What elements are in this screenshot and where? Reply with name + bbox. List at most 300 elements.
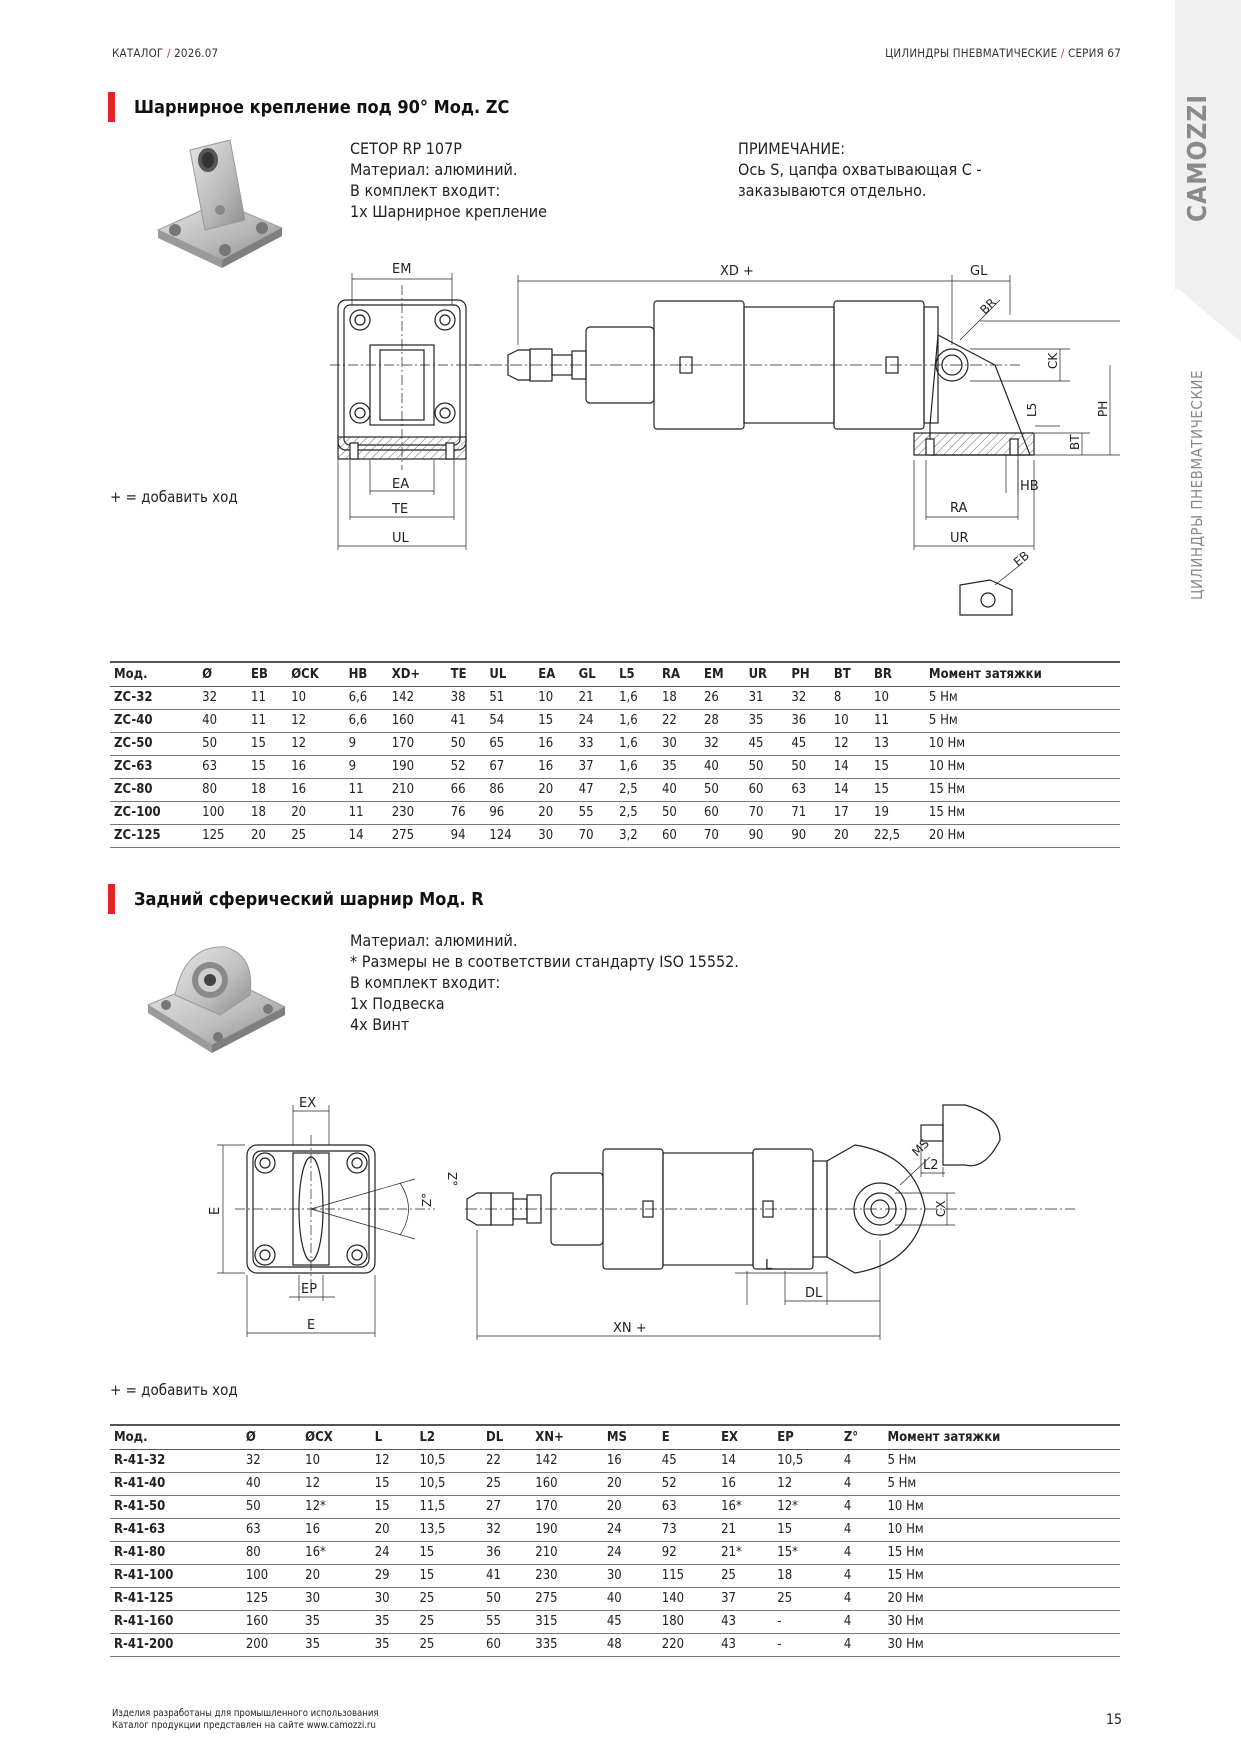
table-header-row bbox=[110, 662, 1120, 686]
table-cell: 142 bbox=[388, 686, 447, 709]
table-cell: 115 bbox=[658, 1564, 717, 1587]
table-cell: 4 bbox=[840, 1587, 884, 1610]
table-cell: 21 bbox=[717, 1518, 773, 1541]
column-header: ØCX bbox=[301, 1425, 371, 1449]
dim-te: TE bbox=[392, 502, 409, 517]
plus-stroke-note: + = добавить ход bbox=[110, 488, 238, 506]
table-cell: 94 bbox=[447, 824, 486, 847]
table-cell: R-41-200 bbox=[110, 1633, 242, 1656]
table-cell: 18 bbox=[773, 1564, 840, 1587]
table-row bbox=[110, 732, 1120, 755]
table-cell: 60 bbox=[700, 801, 745, 824]
table-cell: 27 bbox=[482, 1495, 531, 1518]
table-cell: 18 bbox=[247, 801, 287, 824]
table-cell: 275 bbox=[388, 824, 447, 847]
table-cell: 20 bbox=[830, 824, 870, 847]
table-cell: 10,5 bbox=[415, 1449, 482, 1472]
table-cell: 2,5 bbox=[615, 801, 658, 824]
dim-l: L bbox=[765, 1258, 773, 1273]
table-cell: 1,6 bbox=[615, 755, 658, 778]
column-header: Ø bbox=[198, 662, 247, 686]
table-cell: 14 bbox=[717, 1449, 773, 1472]
table-cell: 170 bbox=[531, 1495, 603, 1518]
table-cell: 20 bbox=[534, 778, 574, 801]
table-cell: 20 bbox=[247, 824, 287, 847]
table-cell: 20 bbox=[603, 1472, 658, 1495]
table-cell: 10 Нм bbox=[925, 732, 1120, 755]
table-cell: 35 bbox=[371, 1610, 416, 1633]
column-header: EB bbox=[247, 662, 287, 686]
table-cell: 170 bbox=[388, 732, 447, 755]
table-cell: 37 bbox=[717, 1587, 773, 1610]
table-cell: 230 bbox=[531, 1564, 603, 1587]
column-header: EP bbox=[773, 1425, 840, 1449]
table-cell: 45 bbox=[787, 732, 830, 755]
table-cell: 2,5 bbox=[615, 778, 658, 801]
zc-technical-drawing bbox=[330, 245, 1130, 625]
table-cell: 45 bbox=[603, 1610, 658, 1633]
table-cell: ZC-63 bbox=[110, 755, 198, 778]
table-cell: 4 bbox=[840, 1518, 884, 1541]
table-cell: 12 bbox=[287, 732, 344, 755]
table-cell: 51 bbox=[485, 686, 534, 709]
table-cell: 17 bbox=[830, 801, 870, 824]
table-cell: 125 bbox=[242, 1587, 301, 1610]
table-cell: 63 bbox=[242, 1518, 301, 1541]
dim-gl: GL bbox=[970, 264, 988, 279]
table-cell: 45 bbox=[658, 1449, 717, 1472]
table-cell: 12 bbox=[371, 1449, 416, 1472]
column-header: BT bbox=[830, 662, 870, 686]
page-number: 15 bbox=[1106, 1712, 1123, 1728]
table-cell: 12 bbox=[773, 1472, 840, 1495]
table-cell: 36 bbox=[787, 709, 830, 732]
table-cell: R-41-40 bbox=[110, 1472, 242, 1495]
table-cell: 63 bbox=[787, 778, 830, 801]
table-cell: R-41-50 bbox=[110, 1495, 242, 1518]
table-cell: 15 bbox=[870, 778, 925, 801]
table-cell: 30 bbox=[371, 1587, 416, 1610]
category-label: ЦИЛИНДРЫ ПНЕВМАТИЧЕСКИЕ bbox=[885, 46, 1058, 60]
table-cell: 25 bbox=[717, 1564, 773, 1587]
table-cell: 160 bbox=[388, 709, 447, 732]
column-header: XD+ bbox=[388, 662, 447, 686]
table-cell: 4 bbox=[840, 1633, 884, 1656]
column-header: Мод. bbox=[110, 1425, 242, 1449]
column-header: PH bbox=[787, 662, 830, 686]
table-cell: 4 bbox=[840, 1449, 884, 1472]
table-cell: 14 bbox=[830, 755, 870, 778]
table-cell: 30 bbox=[603, 1564, 658, 1587]
table-cell: 47 bbox=[575, 778, 615, 801]
table-cell: 15 bbox=[371, 1495, 416, 1518]
table-cell: 43 bbox=[717, 1633, 773, 1656]
table-cell: 10 Нм bbox=[925, 755, 1120, 778]
table-cell: 12* bbox=[773, 1495, 840, 1518]
table-cell: 25 bbox=[773, 1587, 840, 1610]
table-cell: 15 bbox=[773, 1518, 840, 1541]
table-cell: 160 bbox=[242, 1610, 301, 1633]
table-cell: 32 bbox=[787, 686, 830, 709]
table-cell: 16 bbox=[603, 1449, 658, 1472]
table-cell: 1,6 bbox=[615, 686, 658, 709]
table-cell: ZC-125 bbox=[110, 824, 198, 847]
column-header: HB bbox=[345, 662, 388, 686]
column-header: Мод. bbox=[110, 662, 198, 686]
table-cell: 160 bbox=[531, 1472, 603, 1495]
table-cell: 210 bbox=[531, 1541, 603, 1564]
dim-ms: MS bbox=[909, 1136, 932, 1160]
table-cell: 275 bbox=[531, 1587, 603, 1610]
column-header: TE bbox=[447, 662, 486, 686]
dim-br: BR bbox=[977, 295, 999, 318]
table-cell: 20 bbox=[287, 801, 344, 824]
table-cell: 15 Нм bbox=[883, 1564, 1120, 1587]
dim-e-bottom: E bbox=[307, 1318, 316, 1333]
table-cell: 66 bbox=[447, 778, 486, 801]
table-row bbox=[110, 824, 1120, 847]
table-cell: 5 Нм bbox=[925, 709, 1120, 732]
table-cell: ZC-80 bbox=[110, 778, 198, 801]
table-cell: 45 bbox=[745, 732, 788, 755]
table-cell: 71 bbox=[787, 801, 830, 824]
table-cell: 40 bbox=[198, 709, 247, 732]
table-cell: 33 bbox=[575, 732, 615, 755]
table-cell: 16 bbox=[717, 1472, 773, 1495]
table-cell: 142 bbox=[531, 1449, 603, 1472]
table-cell: 52 bbox=[447, 755, 486, 778]
table-cell: 60 bbox=[745, 778, 788, 801]
table-cell: 22 bbox=[482, 1449, 531, 1472]
column-header: E bbox=[658, 1425, 717, 1449]
table-cell: 41 bbox=[447, 709, 486, 732]
column-header: EX bbox=[717, 1425, 773, 1449]
table-cell: 20 bbox=[534, 801, 574, 824]
table-row bbox=[110, 1564, 1120, 1587]
dim-ck: CK bbox=[1046, 352, 1060, 369]
table-cell: 10 bbox=[830, 709, 870, 732]
table-row bbox=[110, 1449, 1120, 1472]
table-cell: 20 bbox=[371, 1518, 416, 1541]
table-cell: 24 bbox=[603, 1541, 658, 1564]
table-cell: 11 bbox=[247, 709, 287, 732]
table-cell: 230 bbox=[388, 801, 447, 824]
dim-em: EM bbox=[392, 262, 412, 277]
brand-logo: CAMOZZI bbox=[1183, 93, 1213, 222]
table-cell: 60 bbox=[658, 824, 700, 847]
table-cell: 40 bbox=[603, 1587, 658, 1610]
dim-bt: BT bbox=[1068, 434, 1082, 450]
table-cell: 12 bbox=[287, 709, 344, 732]
table-cell: 11,5 bbox=[415, 1495, 482, 1518]
table-cell: 10 bbox=[301, 1449, 371, 1472]
table-cell: 15 bbox=[247, 755, 287, 778]
table-cell: 3,2 bbox=[615, 824, 658, 847]
table-cell: 11 bbox=[345, 801, 388, 824]
table-cell: 80 bbox=[242, 1541, 301, 1564]
table-cell: 15 Нм bbox=[925, 801, 1120, 824]
table-cell: 12* bbox=[301, 1495, 371, 1518]
table-header-row bbox=[110, 1425, 1120, 1449]
series-label: СЕРИЯ 67 bbox=[1068, 46, 1121, 60]
r-product-photo bbox=[140, 935, 290, 1065]
table-cell: 90 bbox=[787, 824, 830, 847]
dim-l5: L5 bbox=[1025, 402, 1039, 417]
column-header: XN+ bbox=[531, 1425, 603, 1449]
column-header: Момент затяжки bbox=[883, 1425, 1120, 1449]
table-cell: - bbox=[773, 1610, 840, 1633]
dim-ea: EA bbox=[392, 477, 410, 492]
table-cell: 10 bbox=[287, 686, 344, 709]
table-cell: 50 bbox=[658, 801, 700, 824]
table-cell: 80 bbox=[198, 778, 247, 801]
zc-description: CETOP RP 107P Материал: алюминий. В комплект входит: 1x Шарнирное крепление bbox=[350, 139, 547, 221]
table-cell: ZC-40 bbox=[110, 709, 198, 732]
table-cell: 28 bbox=[700, 709, 745, 732]
table-cell: 60 bbox=[482, 1633, 531, 1656]
table-cell: 30 bbox=[534, 824, 574, 847]
table-cell: 315 bbox=[531, 1610, 603, 1633]
table-cell: 15 Нм bbox=[925, 778, 1120, 801]
column-header: MS bbox=[603, 1425, 658, 1449]
table-cell: 15 bbox=[870, 755, 925, 778]
table-cell: 20 Нм bbox=[925, 824, 1120, 847]
table-cell: 15 bbox=[371, 1472, 416, 1495]
table-cell: 1,6 bbox=[615, 732, 658, 755]
table-cell: 20 Нм bbox=[883, 1587, 1120, 1610]
table-cell: 10,5 bbox=[773, 1449, 840, 1472]
table-cell: - bbox=[773, 1633, 840, 1656]
table-cell: 8 bbox=[830, 686, 870, 709]
header-left bbox=[112, 46, 218, 60]
dim-ph: PH bbox=[1096, 400, 1110, 417]
table-cell: 13,5 bbox=[415, 1518, 482, 1541]
table-cell: R-41-100 bbox=[110, 1564, 242, 1587]
table-row bbox=[110, 686, 1120, 709]
table-cell: 50 bbox=[198, 732, 247, 755]
table-cell: 25 bbox=[415, 1610, 482, 1633]
table-cell: R-41-63 bbox=[110, 1518, 242, 1541]
dim-z-1: Z° bbox=[420, 1192, 434, 1207]
table-cell: 29 bbox=[371, 1564, 416, 1587]
table-cell: 4 bbox=[840, 1541, 884, 1564]
table-cell: 15 bbox=[534, 709, 574, 732]
table-cell: R-41-80 bbox=[110, 1541, 242, 1564]
table-cell: 40 bbox=[658, 778, 700, 801]
zc-remark: ПРИМЕЧАНИЕ: Ось S, цапфа охватывающая C - заказываются отдельно. bbox=[738, 139, 982, 200]
section-marker bbox=[108, 92, 115, 122]
header-right bbox=[885, 46, 1121, 60]
dim-ra: RA bbox=[950, 501, 968, 516]
table-cell: 63 bbox=[198, 755, 247, 778]
table-cell: 30 bbox=[301, 1587, 371, 1610]
catalog-label: КАТАЛОГ bbox=[112, 46, 164, 60]
table-cell: 10 Нм bbox=[883, 1495, 1120, 1518]
table-cell: 92 bbox=[658, 1541, 717, 1564]
side-strip-fold bbox=[1175, 286, 1241, 342]
table-row bbox=[110, 1495, 1120, 1518]
table-cell: 31 bbox=[745, 686, 788, 709]
table-cell: 35 bbox=[301, 1610, 371, 1633]
table-cell: 14 bbox=[830, 778, 870, 801]
table-cell: 25 bbox=[415, 1587, 482, 1610]
zc-product-photo bbox=[150, 130, 290, 280]
header-separator: / bbox=[1060, 46, 1065, 60]
side-category: ЦИЛИНДРЫ ПНЕВМАТИЧЕСКИЕ bbox=[1188, 369, 1206, 600]
column-header: UL bbox=[485, 662, 534, 686]
table-cell: 24 bbox=[371, 1541, 416, 1564]
column-header: EM bbox=[700, 662, 745, 686]
table-cell: 15 Нм bbox=[883, 1541, 1120, 1564]
table-row bbox=[110, 755, 1120, 778]
table-cell: 43 bbox=[717, 1610, 773, 1633]
table-cell: 180 bbox=[658, 1610, 717, 1633]
footer-line: Каталог продукции представлен на сайте www.camozzi.ru bbox=[112, 1720, 376, 1731]
table-cell: 50 bbox=[700, 778, 745, 801]
table-row bbox=[110, 1541, 1120, 1564]
column-header: EA bbox=[534, 662, 574, 686]
table-cell: 73 bbox=[658, 1518, 717, 1541]
dim-ex: EX bbox=[299, 1096, 317, 1111]
table-cell: 21 bbox=[575, 686, 615, 709]
section-marker bbox=[108, 884, 115, 914]
table-cell: 11 bbox=[247, 686, 287, 709]
table-cell: 10 bbox=[870, 686, 925, 709]
dim-ul: UL bbox=[392, 531, 409, 546]
table-cell: 19 bbox=[870, 801, 925, 824]
table-cell: 65 bbox=[485, 732, 534, 755]
table-cell: 18 bbox=[658, 686, 700, 709]
table-cell: 70 bbox=[575, 824, 615, 847]
dim-ur: UR bbox=[950, 531, 969, 546]
dim-xd: XD + bbox=[720, 264, 754, 279]
table-row bbox=[110, 1587, 1120, 1610]
table-cell: 54 bbox=[485, 709, 534, 732]
table-cell: 24 bbox=[603, 1518, 658, 1541]
column-header: L bbox=[371, 1425, 416, 1449]
table-cell: 16 bbox=[534, 732, 574, 755]
table-cell: 5 Нм bbox=[883, 1472, 1120, 1495]
table-cell: 52 bbox=[658, 1472, 717, 1495]
table-cell: 86 bbox=[485, 778, 534, 801]
table-cell: 30 Нм bbox=[883, 1633, 1120, 1656]
table-cell: 12 bbox=[830, 732, 870, 755]
table-cell: 16* bbox=[301, 1541, 371, 1564]
table-cell: 11 bbox=[870, 709, 925, 732]
column-header: DL bbox=[482, 1425, 531, 1449]
table-cell: 10 Нм bbox=[883, 1518, 1120, 1541]
table-cell: R-41-160 bbox=[110, 1610, 242, 1633]
column-header: GL bbox=[575, 662, 615, 686]
column-header: Z° bbox=[840, 1425, 884, 1449]
table-cell: 30 bbox=[658, 732, 700, 755]
table-cell: 125 bbox=[198, 824, 247, 847]
table-cell: 6,6 bbox=[345, 709, 388, 732]
catalog-date: 2026.07 bbox=[174, 46, 219, 60]
table-cell: 5 Нм bbox=[925, 686, 1120, 709]
table-cell: ZC-100 bbox=[110, 801, 198, 824]
table-cell: 70 bbox=[745, 801, 788, 824]
column-header: L5 bbox=[615, 662, 658, 686]
dim-z-2: Z° bbox=[445, 1172, 459, 1187]
table-cell: 16 bbox=[534, 755, 574, 778]
table-cell: 35 bbox=[301, 1633, 371, 1656]
table-cell: 35 bbox=[658, 755, 700, 778]
table-cell: 4 bbox=[840, 1610, 884, 1633]
table-cell: 220 bbox=[658, 1633, 717, 1656]
table-cell: ZC-50 bbox=[110, 732, 198, 755]
table-cell: 20 bbox=[603, 1495, 658, 1518]
table-cell: 48 bbox=[603, 1633, 658, 1656]
table-cell: 1,6 bbox=[615, 709, 658, 732]
table-cell: 32 bbox=[700, 732, 745, 755]
table-cell: 63 bbox=[658, 1495, 717, 1518]
table-cell: 25 bbox=[287, 824, 344, 847]
table-cell: 210 bbox=[388, 778, 447, 801]
column-header: L2 bbox=[415, 1425, 482, 1449]
table-cell: 96 bbox=[485, 801, 534, 824]
zc-spec-table bbox=[110, 661, 1120, 848]
table-cell: 16* bbox=[717, 1495, 773, 1518]
column-header: UR bbox=[745, 662, 788, 686]
table-cell: 67 bbox=[485, 755, 534, 778]
table-cell: 15 bbox=[415, 1564, 482, 1587]
table-cell: 50 bbox=[242, 1495, 301, 1518]
table-cell: 16 bbox=[287, 755, 344, 778]
table-cell: 124 bbox=[485, 824, 534, 847]
table-cell: 22 bbox=[658, 709, 700, 732]
table-cell: 200 bbox=[242, 1633, 301, 1656]
table-cell: ZC-32 bbox=[110, 686, 198, 709]
table-cell: 40 bbox=[700, 755, 745, 778]
dim-hb: HB bbox=[1020, 479, 1039, 494]
column-header: RA bbox=[658, 662, 700, 686]
table-cell: 16 bbox=[301, 1518, 371, 1541]
column-header: BR bbox=[870, 662, 925, 686]
table-cell: 76 bbox=[447, 801, 486, 824]
table-cell: 15 bbox=[247, 732, 287, 755]
table-cell: 100 bbox=[242, 1564, 301, 1587]
table-cell: 190 bbox=[531, 1518, 603, 1541]
table-cell: 30 Нм bbox=[883, 1610, 1120, 1633]
table-cell: 90 bbox=[745, 824, 788, 847]
section-title: Шарнирное крепление под 90° Мод. ZC bbox=[134, 97, 510, 118]
footer-notes bbox=[112, 1708, 379, 1732]
footer-line: Изделия разработаны для промышленного использования bbox=[112, 1708, 379, 1719]
table-cell: 41 bbox=[482, 1564, 531, 1587]
header-separator: / bbox=[166, 46, 171, 60]
r-spec-table bbox=[110, 1424, 1120, 1657]
table-cell: 12 bbox=[301, 1472, 371, 1495]
table-cell: 4 bbox=[840, 1564, 884, 1587]
r-technical-drawing bbox=[195, 1095, 1125, 1375]
table-cell: 37 bbox=[575, 755, 615, 778]
table-cell: 55 bbox=[575, 801, 615, 824]
table-cell: 32 bbox=[482, 1518, 531, 1541]
table-cell: 50 bbox=[447, 732, 486, 755]
table-cell: 35 bbox=[371, 1633, 416, 1656]
table-row bbox=[110, 1633, 1120, 1656]
table-cell: 18 bbox=[247, 778, 287, 801]
table-cell: 15* bbox=[773, 1541, 840, 1564]
dim-xn: XN + bbox=[613, 1321, 647, 1336]
dim-e-left: E bbox=[208, 1206, 223, 1215]
dim-dl: DL bbox=[805, 1286, 823, 1301]
column-header: Ø bbox=[242, 1425, 301, 1449]
table-cell: 190 bbox=[388, 755, 447, 778]
table-row bbox=[110, 778, 1120, 801]
table-cell: 40 bbox=[242, 1472, 301, 1495]
